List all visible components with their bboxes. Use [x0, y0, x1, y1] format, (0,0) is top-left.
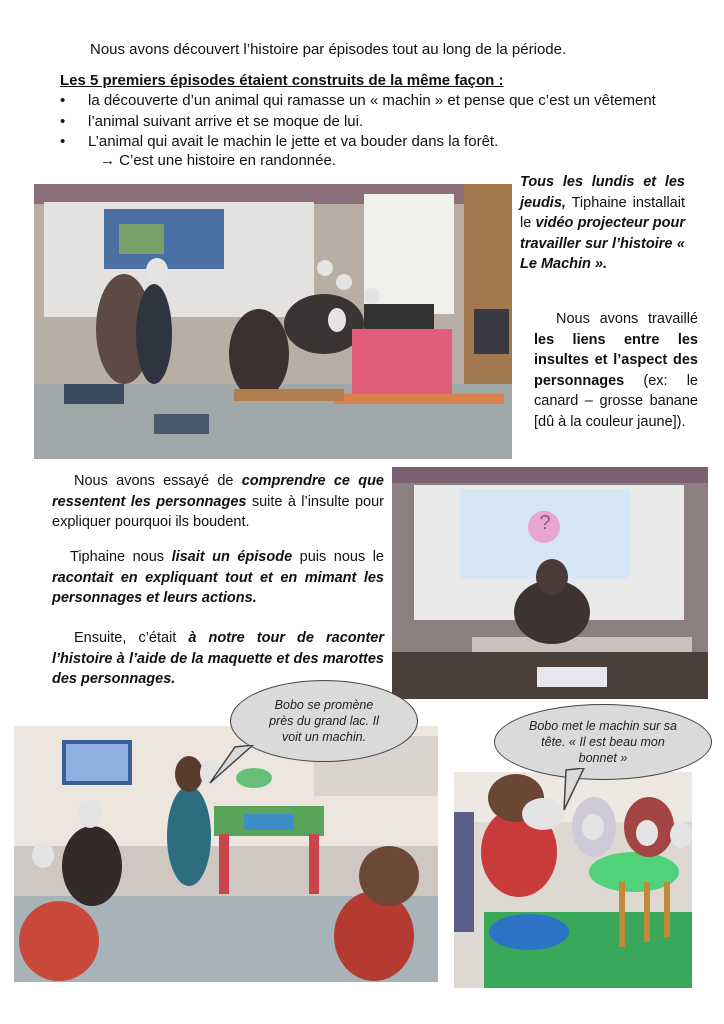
episode-list — [60, 91, 656, 153]
plain-text: Tiphaine nous — [70, 549, 172, 565]
emphasis-text: comprendre ce que ressentent les personnages — [52, 473, 384, 510]
question-mark-icon: ? — [539, 512, 551, 534]
blurred-face — [636, 820, 658, 846]
blurred-face — [582, 814, 604, 840]
blurred-face — [32, 842, 54, 868]
plain-text: (ex: le canard – grosse banane [dû à la couleur jaune]). — [534, 372, 698, 430]
plain-text: Nous avons travaillé — [556, 311, 698, 327]
emphasis-text: Tous les lundis et les jeudis, — [520, 174, 685, 211]
list-item: • la découverte d’un animal qui ramasse un « machin » et pense que c’est un vêtement — [60, 91, 656, 112]
classroom-projector-photo — [34, 184, 512, 459]
speech-bubble-tail-icon — [556, 768, 606, 813]
bubble-text: Bobo se promène près du grand lac. Il voit un machin. — [269, 698, 379, 744]
blurred-face — [317, 260, 333, 276]
plain-text: suite à l’insulte pour expliquer pourquoi ils boudent. — [52, 493, 384, 530]
emphasis-text: lisait un épisode — [171, 549, 293, 565]
list-item: • L’animal qui avait le machin le jette et va bouder dans la forêt. — [60, 132, 656, 153]
plain-text: Tiphaine installait le — [520, 194, 685, 231]
intro-paragraph: Nous avons découvert l’histoire par épisodes tout au long de la période. — [90, 41, 567, 58]
emphasis-text: les liens entre les insultes et l’aspect des personnages — [534, 331, 698, 389]
conclusion-line: → C’est une histoire en randonnée. — [100, 152, 336, 169]
emphasis-text: vidéo projecteur pour travailler sur l’histoire « Le Machin ». — [520, 215, 685, 272]
plain-text: Nous avons essayé de — [74, 473, 242, 489]
blurred-face — [78, 800, 102, 828]
blurred-face — [364, 288, 380, 304]
feelings-paragraph — [52, 471, 384, 533]
blurred-face — [146, 258, 168, 284]
teacher-miming-photo — [392, 467, 708, 699]
plain-text: Ensuite, c’était — [74, 630, 189, 646]
speech-bubble-tail-icon — [205, 745, 265, 785]
blurred-face — [336, 274, 352, 290]
blurred-face — [328, 308, 346, 332]
bubble-text: Bobo met le machin sur sa tête. « Il est beau mon bonnet » — [529, 719, 677, 765]
blurred-face — [670, 822, 692, 848]
plain-text: puis nous le — [292, 549, 385, 565]
emphasis-text: à notre tour de raconter l’histoire à l’aide de la maquette et des marottes des personnages. — [52, 630, 385, 687]
projector-paragraph — [520, 172, 685, 275]
list-item: • l’animal suivant arrive et se moque de lui. — [60, 112, 656, 133]
reading-paragraph — [52, 547, 384, 609]
emphasis-text: racontait en expliquant tout et en mimant les personnages et leurs actions. — [52, 569, 384, 606]
section-heading: Les 5 premiers épisodes étaient construits de la même façon : — [60, 72, 504, 89]
insults-paragraph — [534, 309, 698, 432]
